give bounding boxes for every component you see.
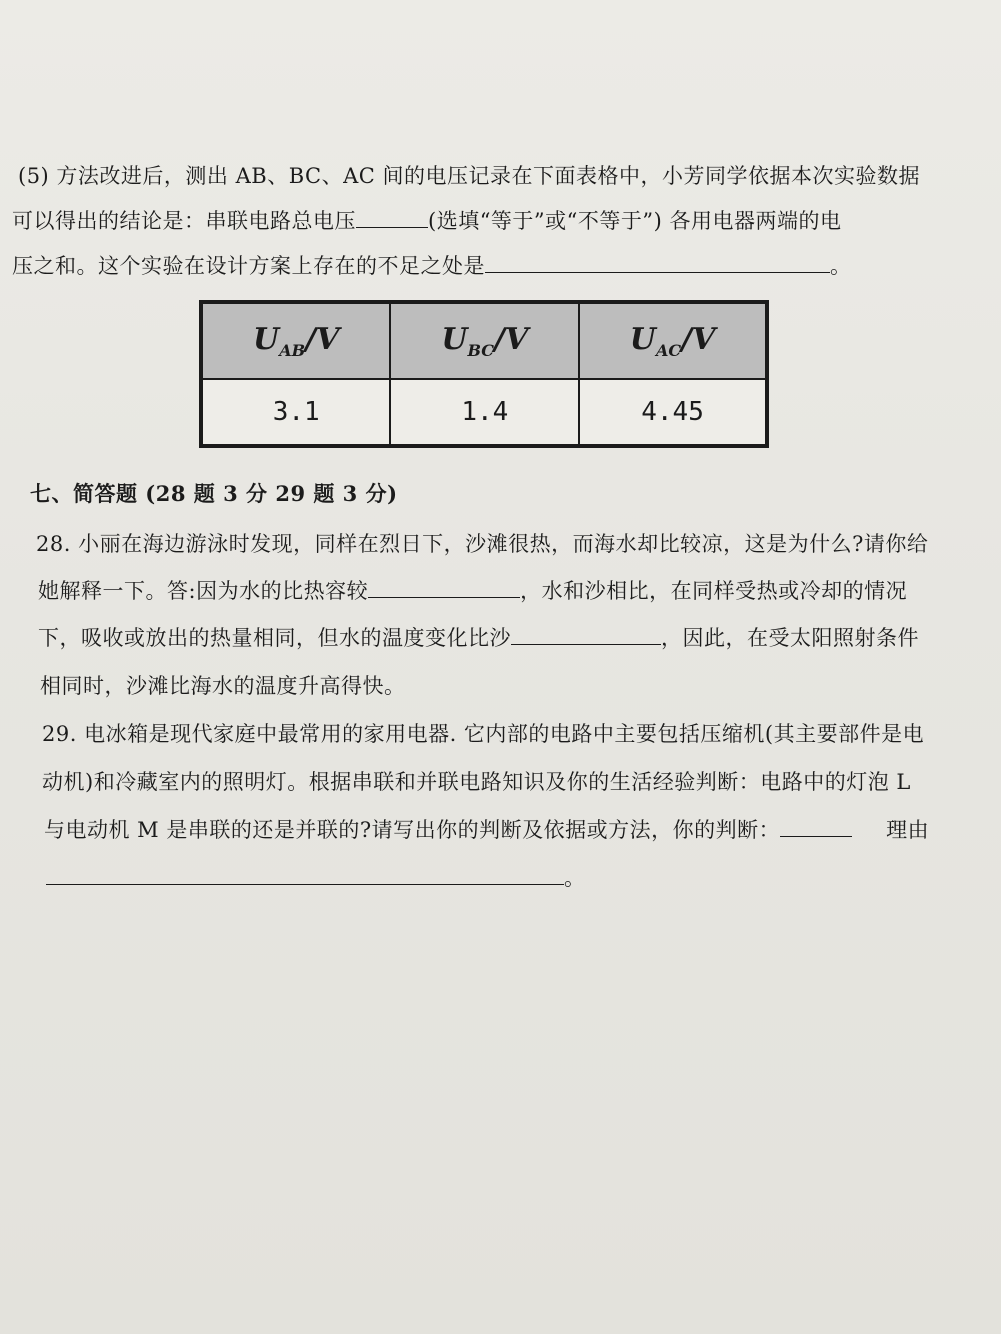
q29-line-3 bbox=[44, 814, 929, 844]
q29-answer-blank-2[interactable] bbox=[46, 883, 564, 885]
q5-line-2-text-b: (选填“等于”或“不等于”) 各用电器两端的电 bbox=[428, 209, 842, 233]
q28-answer-blank-2[interactable] bbox=[511, 643, 661, 645]
section-heading: 七、简答题 (28 题 3 分 29 题 3 分) bbox=[30, 481, 398, 506]
q28-line-3 bbox=[38, 622, 919, 652]
table-header-ubc: $U_{BC}/V$ bbox=[390, 302, 579, 379]
q28-line-2-text-b: ，水和沙相比，在同样受热或冷却的情况 bbox=[520, 579, 908, 603]
q28-line-3-text-b: ，因此，在受太阳照射条件 bbox=[661, 626, 919, 650]
q29-line-3-text-a: 与电动机 M 是串联的还是并联的?请写出你的判断及依据或方法，你的判断： bbox=[44, 818, 781, 842]
q5-line-2-text-a: 可以得出的结论是：串联电路总电压 bbox=[12, 209, 356, 233]
q5-line-3 bbox=[12, 250, 852, 280]
table-cell-uac: 4.45 bbox=[579, 379, 767, 446]
q28-line-2-text-a: 她解释一下。答:因为水的比热容较 bbox=[38, 579, 369, 603]
q5-line-1: (5) 方法改进后，测出 AB、BC、AC 间的电压记录在下面表格中，小芳同学依据本次实验数据 bbox=[18, 164, 920, 188]
q28-line-2 bbox=[38, 575, 907, 605]
q29-line-3-text-b: 理由 bbox=[886, 818, 930, 842]
q28-line-1: 28. 小丽在海边游泳时发现，同样在烈日下，沙滩很热，而海水却比较凉，这是为什么?请你给 bbox=[36, 532, 929, 556]
q5-answer-blank-1[interactable] bbox=[356, 226, 428, 228]
q28-line-4: 相同时，沙滩比海水的温度升高得快。 bbox=[40, 674, 406, 698]
table-cell-ubc: 1.4 bbox=[390, 379, 579, 446]
q29-line-4 bbox=[46, 862, 586, 892]
table-header-uab: $U_{AB}/V$ bbox=[201, 302, 390, 379]
table-header-uac: $U_{AC}/V$ bbox=[579, 302, 767, 379]
q29-answer-blank-1[interactable] bbox=[780, 835, 852, 837]
q5-line-3-text-b: 。 bbox=[830, 254, 852, 278]
q5-answer-blank-2[interactable] bbox=[485, 271, 830, 273]
q29-line-2: 动机)和冷藏室内的照明灯。根据串联和并联电路知识及你的生活经验判断：电路中的灯泡 L bbox=[42, 770, 911, 794]
q28-line-3-text-a: 下，吸收或放出的热量相同，但水的温度变化比沙 bbox=[38, 626, 511, 650]
table-cell-uab: 3.1 bbox=[201, 379, 390, 446]
table-row bbox=[201, 379, 767, 446]
q5-line-3-text-a: 压之和。这个实验在设计方案上存在的不足之处是 bbox=[12, 254, 485, 278]
q29-line-4-text: 。 bbox=[564, 866, 586, 890]
table-header-row bbox=[201, 302, 767, 379]
bleed-through-text bbox=[230, 455, 235, 473]
q28-answer-blank-1[interactable] bbox=[368, 596, 520, 598]
q5-line-2 bbox=[12, 205, 842, 235]
q29-line-1: 29. 电冰箱是现代家庭中最常用的家用电器. 它内部的电路中主要包括压缩机(其主要部件是电 bbox=[42, 722, 925, 746]
voltage-table bbox=[199, 300, 769, 448]
